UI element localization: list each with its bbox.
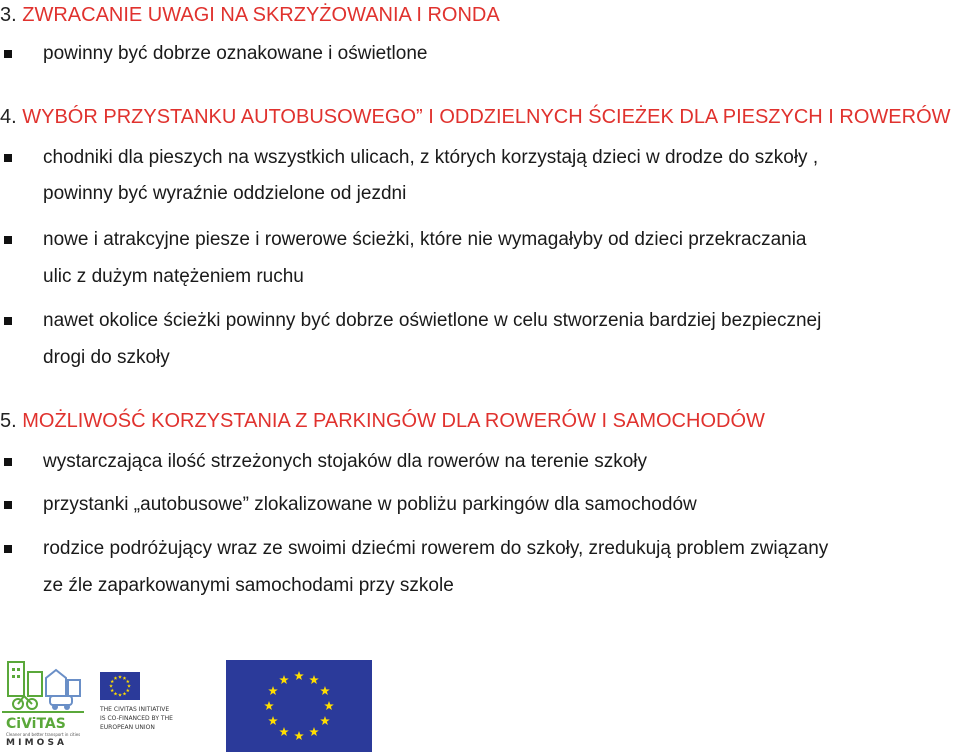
list-item-text: chodniki dla pieszych na wszystkich ulicach, z których korzystają dzieci w drodze do szkoły , <box>43 147 819 168</box>
eu-cofinancing-logo <box>100 672 182 738</box>
bullet-icon <box>4 545 12 553</box>
section-heading-3 <box>0 4 500 27</box>
section-number: 5. <box>0 410 17 432</box>
eu-flag-small-icon <box>100 672 140 700</box>
section-number: 4. <box>0 106 17 128</box>
bullet-icon <box>4 501 12 509</box>
list-item-text: powinny być dobrze oznakowane i oświetlone <box>43 43 428 64</box>
list-item-text: rodzice podróżujący wraz ze swoimi dziećmi rowerem do szkoły, zredukują problem związany <box>43 538 829 559</box>
bullet-icon <box>4 50 12 58</box>
section-heading-5 <box>0 410 765 433</box>
list-item-text: powinny być wyraźnie oddzielone od jezdni <box>43 183 407 204</box>
list-item-text: nowe i atrakcyjne piesze i rowerowe ścieżki, które nie wymagałyby od dzieci przekraczania <box>43 229 807 250</box>
list-item-text: przystanki „autobusowe” zlokalizowane w pobliżu parkingów dla samochodów <box>43 494 697 515</box>
mimosa-wordmark: M I M O S A <box>6 738 65 748</box>
civitas-tagline: Cleaner and better transport in cities <box>6 732 81 737</box>
section-heading-4 <box>0 106 951 129</box>
eu-caption-line: EUROPEAN UNION <box>100 724 155 731</box>
section-title: WYBÓR PRZYSTANKU AUTOBUSOWEGO” I ODDZIELNYCH ŚCIEŻEK DLA PIESZYCH I ROWERÓW <box>22 106 951 128</box>
list-item-text: ze źle zaparkowanymi samochodami przy szkole <box>43 575 454 596</box>
section-title: ZWRACANIE UWAGI NA SKRZYŻOWANIA I RONDA <box>22 4 500 26</box>
eu-flag-icon <box>226 660 372 752</box>
civitas-mimosa-logo <box>2 656 84 750</box>
eu-caption-line: IS CO-FINANCED BY THE <box>100 715 173 722</box>
bullet-icon <box>4 458 12 466</box>
eu-caption-line: THE CIVITAS INITIATIVE <box>100 706 170 713</box>
list-item-text: ulic z dużym natężeniem ruchu <box>43 266 304 287</box>
bullet-icon <box>4 317 12 325</box>
civitas-wordmark: CiViTAS <box>6 716 66 732</box>
civitas-city-icon <box>2 656 84 716</box>
bullet-icon <box>4 236 12 244</box>
section-title: MOŻLIWOŚĆ KORZYSTANIA Z PARKINGÓW DLA ROWERÓW I SAMOCHODÓW <box>22 410 765 432</box>
list-item-text: nawet okolice ścieżki powinny być dobrze oświetlone w celu stworzenia bardziej bezpiecznej <box>43 310 822 331</box>
list-item-text: drogi do szkoły <box>43 347 170 368</box>
list-item-text: wystarczająca ilość strzeżonych stojaków dla rowerów na terenie szkoły <box>43 451 648 472</box>
bullet-icon <box>4 154 12 162</box>
section-number: 3. <box>0 4 17 26</box>
